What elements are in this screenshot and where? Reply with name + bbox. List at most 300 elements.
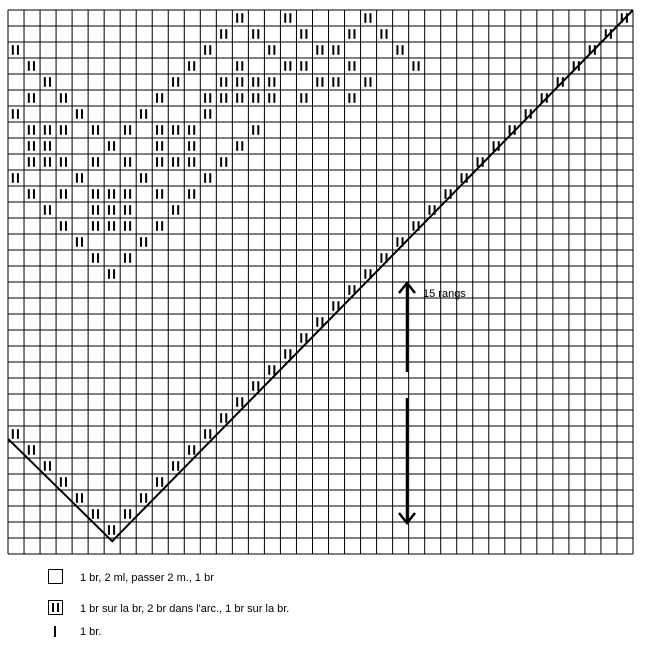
double-bar-mark xyxy=(193,125,195,135)
double-bar-mark xyxy=(220,413,222,423)
filled-cell xyxy=(172,125,179,135)
double-bar-mark xyxy=(209,429,211,439)
filled-cell xyxy=(252,93,259,103)
double-bar-mark xyxy=(316,77,318,87)
double-bar-mark xyxy=(316,45,318,55)
double-bar-mark xyxy=(493,141,495,151)
double-bar-mark xyxy=(177,461,179,471)
double-bar-mark xyxy=(140,173,142,183)
double-bar-mark xyxy=(236,77,238,87)
double-bar-mark xyxy=(193,189,195,199)
double-bar-mark xyxy=(161,157,163,167)
filled-cell xyxy=(348,29,355,39)
double-bar-mark xyxy=(129,189,131,199)
filled-cell xyxy=(28,445,35,455)
filled-cell xyxy=(108,221,115,231)
filled-cell xyxy=(204,429,211,439)
filled-cell xyxy=(188,61,195,71)
double-bar-mark xyxy=(268,77,270,87)
filled-cell xyxy=(44,77,51,87)
filled-cell xyxy=(204,173,211,183)
filled-cell xyxy=(140,237,147,247)
double-bar-mark xyxy=(284,61,286,71)
double-bar-mark xyxy=(49,461,51,471)
filled-cell xyxy=(60,189,67,199)
double-bar-mark xyxy=(65,221,67,231)
double-bar-mark xyxy=(33,93,35,103)
double-bar-mark xyxy=(257,125,259,135)
filled-cell xyxy=(124,509,131,519)
double-bar-mark xyxy=(108,205,110,215)
double-bar-mark xyxy=(156,141,158,151)
double-bar-mark xyxy=(108,221,110,231)
double-bar-mark xyxy=(129,221,131,231)
double-bar-mark xyxy=(145,109,147,119)
double-bar-mark xyxy=(161,141,163,151)
double-bar-mark xyxy=(17,429,19,439)
double-bar-mark xyxy=(97,189,99,199)
double-bar-mark xyxy=(161,125,163,135)
filled-cell xyxy=(284,61,291,71)
double-bar-mark xyxy=(300,333,302,343)
double-bar-mark xyxy=(44,141,46,151)
double-bar-mark xyxy=(65,157,67,167)
filled-cell xyxy=(204,45,211,55)
double-bar-square-icon xyxy=(48,600,63,615)
double-bar-mark xyxy=(241,13,243,23)
filled-cell xyxy=(156,125,163,135)
double-bar-mark xyxy=(124,157,126,167)
double-bar-mark xyxy=(209,173,211,183)
filled-cell xyxy=(28,125,35,135)
filled-cell xyxy=(188,125,195,135)
filled-cell xyxy=(92,125,99,135)
double-bar-mark xyxy=(300,93,302,103)
filled-cell xyxy=(156,93,163,103)
double-bar-mark xyxy=(477,157,479,167)
filled-cell xyxy=(236,13,243,23)
double-bar-mark xyxy=(348,29,350,39)
double-bar-mark xyxy=(60,125,62,135)
double-bar-mark xyxy=(188,61,190,71)
row-count-arrow xyxy=(399,283,415,523)
double-bar-mark xyxy=(12,45,14,55)
double-bar-mark xyxy=(60,221,62,231)
double-bar-mark xyxy=(204,93,206,103)
filled-cell xyxy=(252,125,259,135)
double-bar-mark xyxy=(140,109,142,119)
double-bar-mark xyxy=(225,29,227,39)
legend-label: 1 br, 2 ml, passer 2 m., 1 br xyxy=(80,572,214,584)
double-bar-mark xyxy=(188,189,190,199)
double-bar-mark xyxy=(92,125,94,135)
double-bar-mark xyxy=(156,93,158,103)
filled-cell xyxy=(220,413,227,423)
double-bar-mark xyxy=(402,45,404,55)
double-bar-mark xyxy=(129,509,131,519)
filled-cell xyxy=(28,189,35,199)
filled-cell xyxy=(44,461,51,471)
double-bar-mark xyxy=(236,141,238,151)
double-bar-mark xyxy=(193,445,195,455)
double-bar-mark xyxy=(81,109,83,119)
filled-cell xyxy=(348,61,355,71)
double-bar-mark xyxy=(124,125,126,135)
double-bar-mark xyxy=(193,157,195,167)
double-bar-mark xyxy=(129,157,131,167)
filled-cell xyxy=(268,93,275,103)
filled-cell xyxy=(252,29,259,39)
filled-cell xyxy=(140,173,147,183)
filled-cell xyxy=(108,269,115,279)
filled-cell xyxy=(332,77,339,87)
filled-cell xyxy=(172,157,179,167)
double-bar-mark xyxy=(97,205,99,215)
double-bar-mark xyxy=(257,381,259,391)
double-bar-mark xyxy=(445,189,447,199)
double-bar-mark xyxy=(337,77,339,87)
filled-cell xyxy=(188,157,195,167)
filled-cell xyxy=(156,477,163,487)
double-bar-mark xyxy=(177,157,179,167)
filled-cell xyxy=(204,109,211,119)
filled-cell xyxy=(60,477,67,487)
double-bar-mark xyxy=(353,29,355,39)
filled-cell xyxy=(60,93,67,103)
double-bar-mark xyxy=(525,109,527,119)
filled-cell xyxy=(380,29,387,39)
double-bar-mark xyxy=(60,189,62,199)
double-bar-mark xyxy=(289,61,291,71)
double-bar-mark xyxy=(97,221,99,231)
double-bar-mark xyxy=(28,445,30,455)
double-bar-mark xyxy=(284,13,286,23)
double-bar-mark xyxy=(204,173,206,183)
filled-cell xyxy=(76,493,83,503)
filled-cell xyxy=(28,93,35,103)
double-bar-mark xyxy=(188,157,190,167)
filled-cell xyxy=(284,349,291,359)
double-bar-mark xyxy=(273,77,275,87)
double-bar-mark xyxy=(97,509,99,519)
double-bar-mark xyxy=(305,61,307,71)
double-bar-mark xyxy=(140,493,142,503)
double-bar-mark xyxy=(220,93,222,103)
filled-cell xyxy=(348,93,355,103)
filled-cell xyxy=(300,93,307,103)
double-bar-mark xyxy=(17,173,19,183)
filled-cell xyxy=(300,61,307,71)
double-bar-mark xyxy=(172,157,174,167)
legend-label: 1 br. xyxy=(80,626,102,638)
double-bar-mark xyxy=(204,109,206,119)
double-bar-mark xyxy=(145,237,147,247)
single-bar-icon xyxy=(54,626,56,637)
double-bar-mark xyxy=(300,29,302,39)
double-bar-mark xyxy=(252,29,254,39)
double-bar-mark xyxy=(177,125,179,135)
filled-cell xyxy=(252,381,259,391)
filled-cell xyxy=(12,429,19,439)
double-bar-mark xyxy=(44,461,46,471)
filled-cell xyxy=(220,93,227,103)
double-bar-mark xyxy=(209,93,211,103)
filled-cell xyxy=(364,13,371,23)
double-bar-mark xyxy=(33,125,35,135)
double-bar-mark xyxy=(252,381,254,391)
filled-cell xyxy=(188,189,195,199)
double-bar-mark xyxy=(113,525,115,535)
double-bar-mark xyxy=(236,61,238,71)
double-bar-mark xyxy=(49,77,51,87)
double-bar-mark xyxy=(28,141,30,151)
double-bar-mark xyxy=(332,301,334,311)
double-bar-mark xyxy=(108,141,110,151)
filled-cell xyxy=(204,93,211,103)
filled-cell xyxy=(108,189,115,199)
filled-cell xyxy=(92,157,99,167)
filled-cell xyxy=(172,77,179,87)
double-bar-mark xyxy=(161,189,163,199)
filled-cell xyxy=(156,157,163,167)
double-bar-mark xyxy=(60,477,62,487)
filled-cell xyxy=(172,205,179,215)
filled-cell xyxy=(332,45,339,55)
double-bar-mark xyxy=(60,93,62,103)
filled-cell xyxy=(44,205,51,215)
double-bar-mark xyxy=(12,173,14,183)
double-bar-mark xyxy=(332,45,334,55)
double-bar-mark xyxy=(321,77,323,87)
filled-cell xyxy=(108,205,115,215)
double-bar-mark xyxy=(81,493,83,503)
filled-cell xyxy=(76,109,83,119)
double-bar-mark xyxy=(273,45,275,55)
double-bar-mark xyxy=(348,61,350,71)
double-bar-mark xyxy=(257,93,259,103)
chart-grid xyxy=(8,10,633,554)
double-bar-mark xyxy=(113,189,115,199)
double-bar-mark xyxy=(161,477,163,487)
double-bar-mark xyxy=(386,29,388,39)
double-bar-mark xyxy=(145,493,147,503)
double-bar-mark xyxy=(108,189,110,199)
filled-cell xyxy=(60,221,67,231)
double-bar-mark xyxy=(28,93,30,103)
filled-cell xyxy=(28,141,35,151)
double-bar-mark xyxy=(316,317,318,327)
filled-cell xyxy=(60,157,67,167)
double-bar-mark xyxy=(348,93,350,103)
filled-cell xyxy=(268,45,275,55)
filled-cell xyxy=(268,77,275,87)
double-bar-mark xyxy=(370,77,372,87)
double-bar-mark xyxy=(204,429,206,439)
double-bar-mark xyxy=(124,253,126,263)
double-bar-mark xyxy=(76,237,78,247)
filled-cell xyxy=(284,13,291,23)
double-bar-mark xyxy=(268,45,270,55)
double-bar-mark xyxy=(49,205,51,215)
double-bar-mark xyxy=(44,157,46,167)
filled-cell xyxy=(60,125,67,135)
double-bar-mark xyxy=(156,477,158,487)
double-bar-mark xyxy=(108,525,110,535)
filled-cell xyxy=(44,141,51,151)
filled-cell xyxy=(252,77,259,87)
double-bar-mark xyxy=(380,253,382,263)
double-bar-mark xyxy=(252,77,254,87)
filled-cell xyxy=(28,61,35,71)
filled-cell xyxy=(28,157,35,167)
double-bar-mark xyxy=(193,141,195,151)
filled-cell xyxy=(76,237,83,247)
double-bar-mark xyxy=(172,461,174,471)
double-bar-mark xyxy=(124,509,126,519)
double-bar-mark xyxy=(81,173,83,183)
double-bar-mark xyxy=(81,237,83,247)
double-bar-mark xyxy=(268,93,270,103)
double-bar-mark xyxy=(236,13,238,23)
filled-cell xyxy=(220,77,227,87)
filled-cell xyxy=(188,141,195,151)
double-bar-mark xyxy=(289,13,291,23)
double-bar-mark xyxy=(428,205,430,215)
double-bar-mark xyxy=(268,365,270,375)
double-bar-mark xyxy=(380,29,382,39)
filled-cell xyxy=(300,29,307,39)
annotation-label: 15 rangs xyxy=(423,288,466,300)
filled-cell xyxy=(156,189,163,199)
double-bar-mark xyxy=(236,93,238,103)
double-bar-mark xyxy=(145,173,147,183)
double-bar-mark xyxy=(92,509,94,519)
double-bar-mark xyxy=(60,157,62,167)
filled-cell xyxy=(316,77,323,87)
filled-cell xyxy=(156,141,163,151)
filled-cell xyxy=(12,45,19,55)
double-bar-mark xyxy=(33,445,35,455)
double-bar-mark xyxy=(65,189,67,199)
double-bar-mark xyxy=(65,125,67,135)
double-bar-mark xyxy=(220,29,222,39)
filled-cell xyxy=(124,125,131,135)
filled-cell xyxy=(92,509,99,519)
double-bar-mark xyxy=(140,237,142,247)
double-bar-mark xyxy=(321,45,323,55)
double-bar-mark xyxy=(156,189,158,199)
double-bar-mark xyxy=(412,221,414,231)
filled-cell xyxy=(316,45,323,55)
double-bar-mark xyxy=(364,77,366,87)
filled-cell xyxy=(220,157,227,167)
double-bar-mark xyxy=(337,45,339,55)
double-bar-mark xyxy=(177,77,179,87)
double-bar-mark xyxy=(49,141,51,151)
double-bar-mark xyxy=(108,269,110,279)
double-bar-mark xyxy=(364,13,366,23)
double-bar-mark xyxy=(273,365,275,375)
double-bar-mark xyxy=(241,141,243,151)
double-bar-mark xyxy=(273,93,275,103)
double-bar-mark xyxy=(113,221,115,231)
filled-cell xyxy=(236,397,243,407)
filled-cell xyxy=(268,365,275,375)
double-bar-mark xyxy=(97,157,99,167)
double-bar-mark xyxy=(257,77,259,87)
double-bar-mark xyxy=(12,109,14,119)
double-bar-mark xyxy=(17,45,19,55)
double-bar-mark xyxy=(332,77,334,87)
double-bar-mark xyxy=(509,125,511,135)
double-bar-mark xyxy=(220,157,222,167)
double-bar-mark xyxy=(257,29,259,39)
filled-cell xyxy=(412,61,419,71)
double-bar-mark xyxy=(364,269,366,279)
double-bar-mark xyxy=(124,205,126,215)
double-bar-mark xyxy=(220,77,222,87)
double-bar-mark xyxy=(161,221,163,231)
filled-cell xyxy=(12,173,19,183)
double-bar-mark xyxy=(28,125,30,135)
double-bar-mark xyxy=(241,61,243,71)
double-bar-mark xyxy=(209,109,211,119)
double-bar-mark xyxy=(44,205,46,215)
filled-cell xyxy=(236,141,243,151)
filled-cell xyxy=(76,173,83,183)
double-bar-mark xyxy=(348,285,350,295)
double-bar-mark xyxy=(44,125,46,135)
filled-cell xyxy=(124,253,131,263)
filled-cell xyxy=(364,77,371,87)
double-bar-mark xyxy=(177,205,179,215)
double-bar-mark xyxy=(305,93,307,103)
filled-cell xyxy=(108,525,115,535)
double-bar-mark xyxy=(225,77,227,87)
double-bar-mark xyxy=(412,61,414,71)
double-bar-mark xyxy=(113,269,115,279)
filled-cell xyxy=(236,61,243,71)
double-bar-mark xyxy=(188,125,190,135)
double-bar-mark xyxy=(353,93,355,103)
double-bar-mark xyxy=(252,93,254,103)
filled-cell xyxy=(300,333,307,343)
filled-cell xyxy=(92,189,99,199)
double-bar-mark xyxy=(28,157,30,167)
double-bar-mark xyxy=(12,429,14,439)
filled-cell xyxy=(236,77,243,87)
double-bar-mark xyxy=(92,189,94,199)
double-bar-mark xyxy=(204,45,206,55)
double-bar-mark xyxy=(92,205,94,215)
filled-cell xyxy=(124,189,131,199)
double-bar-mark xyxy=(188,445,190,455)
double-bar-mark xyxy=(225,413,227,423)
double-bar-mark xyxy=(225,93,227,103)
double-bar-mark xyxy=(113,205,115,215)
double-bar-mark xyxy=(225,157,227,167)
legend-label: 1 br sur la br, 2 br dans l'arc., 1 br sur la br. xyxy=(80,603,290,615)
double-bar-mark xyxy=(33,61,35,71)
filled-cell xyxy=(220,29,227,39)
double-bar-mark xyxy=(97,253,99,263)
double-bar-mark xyxy=(156,125,158,135)
double-bar-mark xyxy=(76,493,78,503)
double-bar-mark xyxy=(28,189,30,199)
double-bar-mark xyxy=(461,173,463,183)
filled-cell xyxy=(92,205,99,215)
double-bar-mark xyxy=(418,61,420,71)
